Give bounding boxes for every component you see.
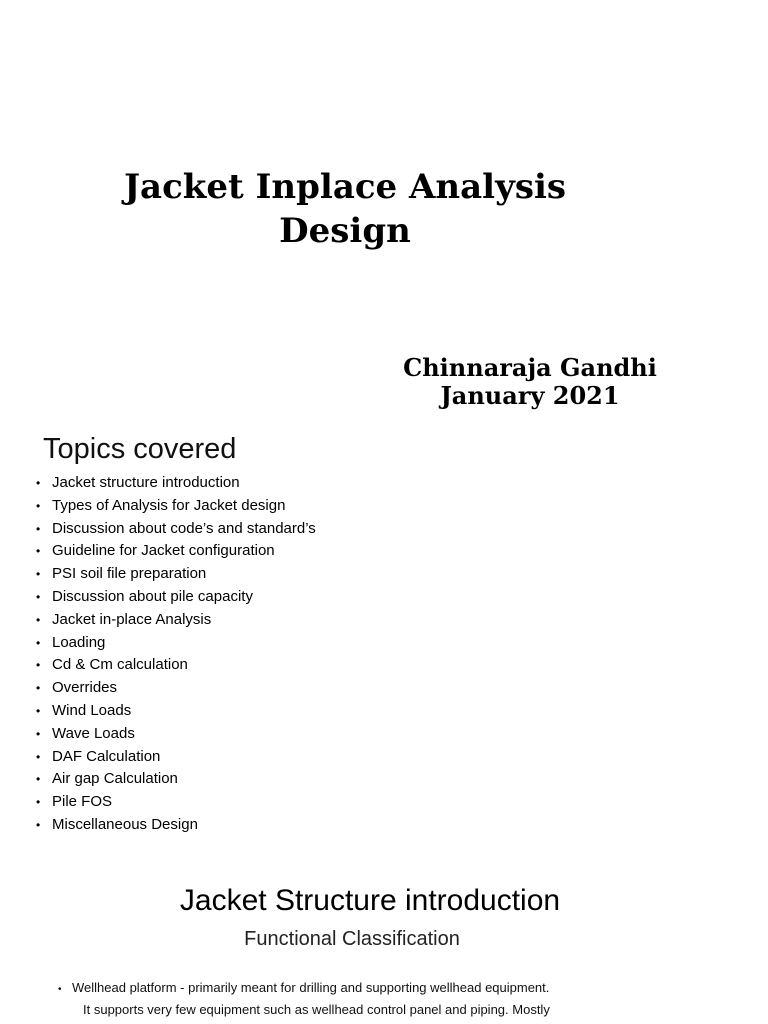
bullet-icon: • — [36, 521, 41, 536]
bullet-icon: • — [36, 749, 41, 764]
topic-label: Miscellaneous Design — [52, 815, 198, 833]
topic-item — [36, 791, 316, 814]
topic-item — [36, 563, 316, 586]
topic-label: Wave Loads — [52, 724, 135, 742]
topic-item — [36, 723, 316, 746]
bullet-icon: • — [36, 703, 41, 718]
topic-item — [36, 654, 316, 677]
section-subtitle: Functional Classification — [244, 928, 460, 950]
bullet-icon: • — [36, 772, 41, 787]
topic-label: Discussion about code’s and standard’s — [52, 519, 316, 537]
bullet-icon: • — [36, 544, 41, 559]
bullet-icon: • — [36, 817, 41, 832]
bullet-icon: • — [36, 476, 41, 490]
bullet-icon: • — [36, 681, 41, 696]
topic-label: Discussion about pile capacity — [52, 587, 253, 605]
topic-label: PSI soil file preparation — [52, 565, 207, 583]
topic-label: Types of Analysis for Jacket design — [52, 496, 286, 514]
topic-item — [36, 609, 316, 632]
bullet-icon: • — [36, 498, 41, 513]
topic-label: DAF Calculation — [52, 747, 161, 765]
topic-label: Overrides — [52, 679, 118, 697]
topic-label: Wind Loads — [52, 701, 132, 719]
topics-list — [36, 472, 316, 837]
topic-item — [36, 495, 316, 518]
topic-item — [36, 518, 316, 541]
author-block — [380, 354, 680, 410]
paragraph-line-1: Wellhead platform - primarily meant for drilling and supporting wellhead equipment. — [72, 980, 550, 995]
topic-item — [36, 814, 316, 837]
topic-label: Air gap Calculation — [52, 770, 178, 788]
topic-item — [36, 700, 316, 723]
bullet-icon: • — [36, 726, 41, 741]
topic-item — [36, 632, 316, 655]
topic-item — [36, 677, 316, 700]
topic-item — [36, 540, 316, 563]
author-name: Chinnaraja Gandhi — [403, 353, 657, 382]
topic-item — [36, 746, 316, 769]
topic-label: Loading — [52, 633, 106, 651]
topic-label: Jacket in-place Analysis — [52, 610, 212, 628]
topic-item — [36, 768, 316, 791]
topics-heading: Topics covered — [43, 433, 237, 465]
bullet-icon: • — [36, 635, 41, 650]
paragraph-line-2: It supports very few equipment such as wellhead control panel and piping. Mostly — [83, 1002, 550, 1017]
topic-label: Jacket structure introduction — [52, 474, 240, 491]
bullet-icon: • — [36, 612, 41, 627]
topic-item — [36, 586, 316, 609]
topic-label: Cd & Cm calculation — [52, 656, 188, 674]
section-paragraph — [58, 978, 618, 1020]
section-title: Jacket Structure introduction — [179, 884, 561, 917]
title-line-1: Jacket Inplace Analysis — [123, 167, 567, 207]
topic-label: Pile FOS — [52, 793, 113, 811]
bullet-icon: • — [36, 589, 41, 604]
bullet-icon: • — [36, 567, 41, 582]
topic-label: Guideline for Jacket configuration — [52, 542, 275, 560]
bullet-icon: • — [36, 795, 41, 810]
bullet-icon: • — [58, 984, 62, 995]
document-title — [0, 165, 690, 253]
bullet-icon: • — [36, 658, 41, 673]
title-line-2: Design — [279, 211, 411, 251]
topic-item — [36, 472, 316, 495]
author-date: January 2021 — [440, 381, 620, 410]
